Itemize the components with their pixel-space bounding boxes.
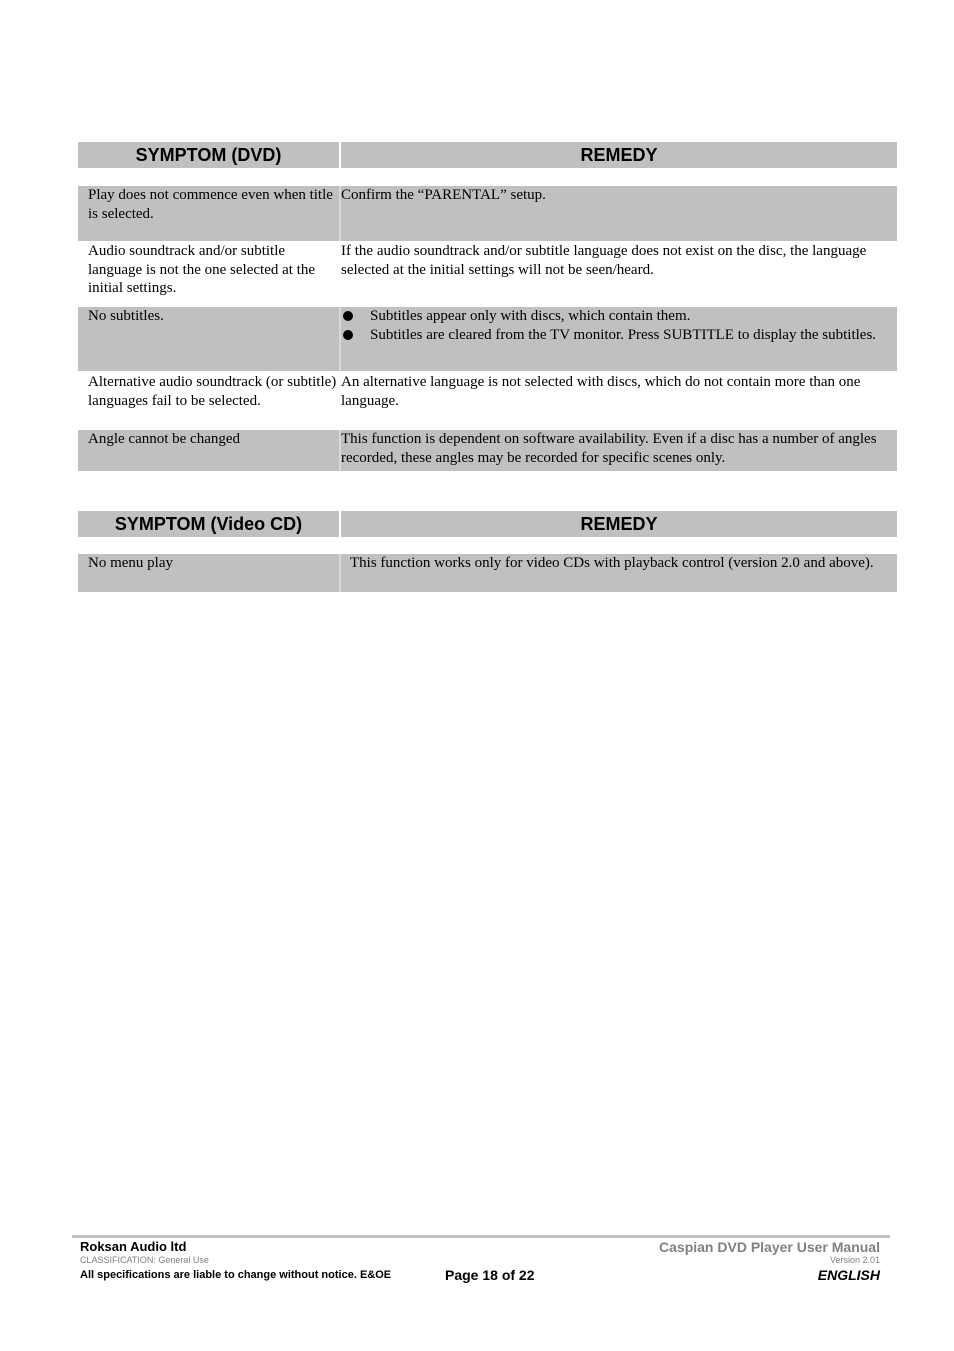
footer-divider xyxy=(72,1235,890,1238)
vcd-troubleshooting-table xyxy=(78,511,897,592)
bullet-item: Subtitles appear only with discs, which contain them. xyxy=(341,307,887,326)
remedy-cell xyxy=(341,307,887,344)
symptom-cell: Audio soundtrack and/or subtitle language is not the one selected at the initial settings. xyxy=(88,243,315,296)
table-row xyxy=(78,373,897,423)
dvd-symptom-header: SYMPTOM (DVD) xyxy=(78,142,339,168)
table-row xyxy=(78,554,897,592)
footer-language: ENGLISH xyxy=(817,1267,880,1283)
remedy-cell: This function is dependent on software availability. Even if a disc has a number of angles recorded, these angles may be recorded for specific scenes only. xyxy=(341,431,877,466)
footer-company: Roksan Audio ltd xyxy=(80,1239,187,1254)
remedy-cell: This function works only for video CDs with playback control (version 2.0 and above). xyxy=(350,555,874,571)
footer-page-number: Page 18 of 22 xyxy=(445,1267,535,1283)
remedy-cell: An alternative language is not selected with discs, which do not contain more than one language. xyxy=(341,374,861,409)
table-row xyxy=(78,430,897,471)
footer-version: Version 2.01 xyxy=(829,1255,880,1265)
footer-disclaimer: All specifications are liable to change without notice. E&OE xyxy=(80,1269,392,1281)
remedy-cell: Confirm the “PARENTAL” setup. xyxy=(341,187,546,203)
remedy-cell: If the audio soundtrack and/or subtitle language does not exist on the disc, the language selected at the initial settings will not be seen/heard. xyxy=(341,243,867,278)
dvd-troubleshooting-table xyxy=(78,142,897,472)
symptom-cell: No subtitles. xyxy=(88,308,164,324)
symptom-cell: No menu play xyxy=(88,555,173,571)
table-row xyxy=(78,242,897,300)
symptom-cell: Alternative audio soundtrack (or subtitle) languages fail to be selected. xyxy=(88,374,337,409)
bullet-icon xyxy=(343,311,353,321)
bullet-icon xyxy=(343,330,353,340)
bullet-item: Subtitles are cleared from the TV monitor. Press SUBTITLE to display the subtitles. xyxy=(341,326,887,345)
vcd-symptom-header: SYMPTOM (Video CD) xyxy=(78,511,339,537)
vcd-remedy-header: REMEDY xyxy=(341,511,897,537)
dvd-remedy-header: REMEDY xyxy=(341,142,897,168)
footer-classification: CLASSIFICATION: General Use xyxy=(80,1255,209,1265)
symptom-cell: Play does not commence even when title is selected. xyxy=(88,187,333,222)
symptom-cell: Angle cannot be changed xyxy=(88,431,241,447)
table-row xyxy=(78,186,897,241)
table-row xyxy=(78,307,897,371)
footer-manual-title: Caspian DVD Player User Manual xyxy=(659,1239,880,1255)
